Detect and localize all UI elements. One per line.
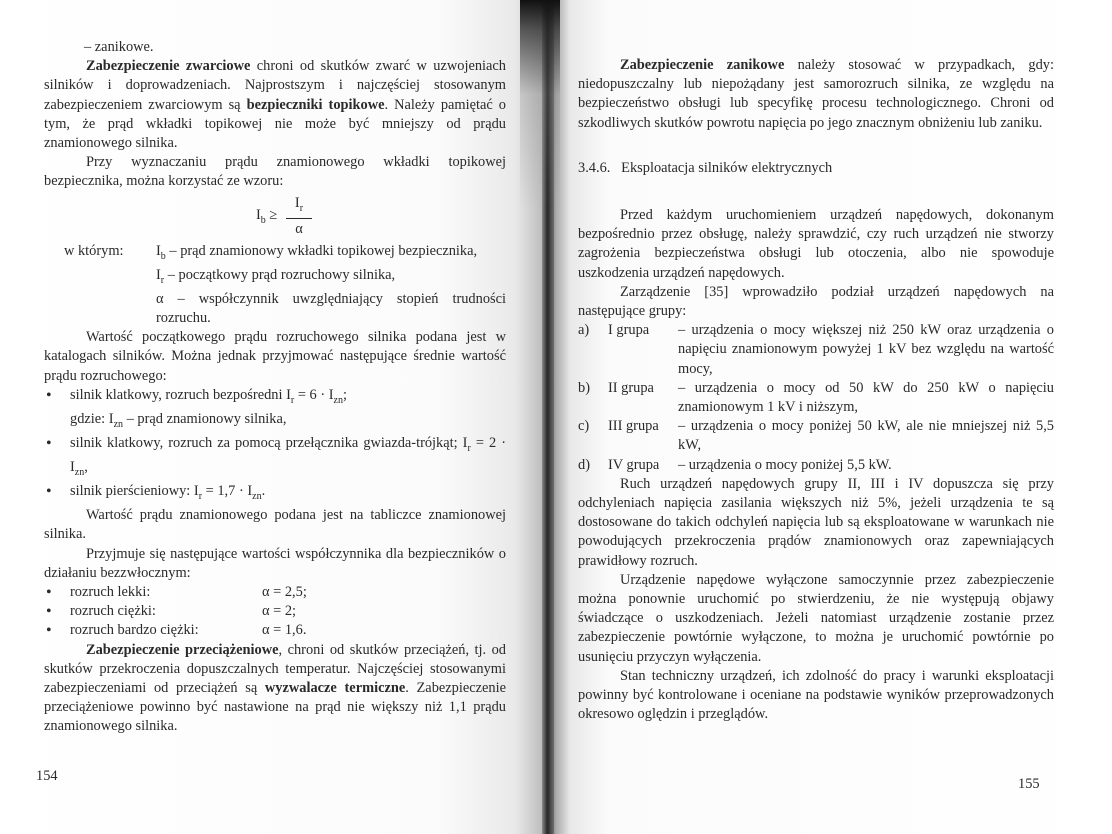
paragraph-groups-intro: Zarządzenie [35] wprowadziło podział urządzeń napędowych na następujące grupy: — [578, 283, 1054, 320]
formula-definitions — [44, 242, 506, 329]
definition-item: α – współczynnik uwzględniający stopień trudności rozruchu. — [156, 290, 506, 326]
left-page — [0, 0, 548, 834]
list-item: • silnik klatkowy, rozruch za pomocą przełącznika gwiazda-trójkąt; $I_r = 2 \cdot I_{zn}$, — [44, 434, 506, 482]
paragraph-undervoltage-protection: Zabezpieczenie zanikowe należy stosować w przypadkach, gdy: niedopuszczalny lub niepożądany jest samorozruch silnika, ze względu na bezpieczeństwo obsługi lub specyfikę procesu technologicznego. Chroni od szkodliwych skutków powrotu napięcia po jego znacznym obniżeniu lub zaniku. — [578, 57, 1054, 131]
list-item: c) III grupa – urządzenia o mocy poniżej 50 kW, ale nie mniejszej niż 5,5 kW, — [578, 418, 1054, 454]
bold-term: Zabezpieczenie przeciążeniowe — [86, 641, 279, 658]
list-item: • rozruch bardzo ciężki: α = 1,6. — [44, 621, 506, 640]
paragraph-overload-protection: Zabezpieczenie przeciążeniowe, chroni od skutków przeciążeń, tj. od skutków przekroczenia dopuszczalnych temperatur. Najczęściej stosowanymi zabezpieczeniami od przeciążeń są wyzwalacze termiczne. Zabezpieczenie przeciążeniowe powinno być nastawione na prąd nie większy niż 1,1 prądu znamionowego silnika. — [44, 641, 507, 735]
paragraph-alpha-values: Przyjmuje się następujące wartości współczynnika dla bezpieczników o działaniu bezzwłocznym: — [44, 545, 506, 581]
definition-item: $I_r$ – początkowy prąd rozruchowy silnika, — [156, 266, 396, 286]
list-item: • rozruch lekki: α = 2,5; — [44, 583, 506, 602]
page-number: 154 — [36, 768, 58, 784]
list-item: d) IV grupa – urządzenia o mocy poniżej 5,5 kW. — [578, 456, 892, 473]
page-number: 155 — [1018, 776, 1040, 792]
gutter-shadow — [520, 0, 560, 210]
list-item: • rozruch ciężki: α = 2; — [44, 602, 506, 621]
right-page-text — [578, 56, 1054, 725]
paragraph-starting-current: Wartość początkowego prądu rozruchowego silnika podana jest w katalogach silników. Można jednak przyjmować następujące średnie wartość prądu rozruchowego: — [44, 329, 506, 384]
paragraph-restart: Urządzenie napędowe wyłączone samoczynnie przez zabezpieczenie można ponownie uruchomić po stwierdzeniu, że nie występują objawy świadczące o uszkodzeniach. Jeżeli natomiast urządzenie zostanie przez zabezpieczenie powtórnie wyłączone, to można je uruchomić powtórnie po usunięciu przyczyn wyłączenia. — [578, 571, 1054, 665]
paragraph-short-circuit-protection: Zabezpieczenie zwarciowe chroni od skutków zwarć w uzwojeniach silników i doprowadzeniach. Najprostszym i najczęściej stosowanym zabezpieczeniem zwarciowym są bezpieczniki topikowe. Należy pamiętać o tym, że prąd wkładki topikowej nie może być mniejszy od prądu znamionowego silnika. — [44, 58, 506, 152]
formula-fraction: $\frac{I_r}{\alpha}$ — [286, 194, 312, 239]
list-item-zanikowe: – zanikowe. — [84, 39, 154, 55]
alpha-list — [44, 583, 506, 641]
paragraph-before-start: Przed każdym uruchomieniem urządzeń napędowych, dokonanym bezpośrednio przez obsługę, należy sprawdzić, czy ruch urządzeń nie stworzy zagrożenia bezpieczeństwa obsługi lub otoczenia, albo nie spowoduje uszkodzenia urządzeń napędowych. — [578, 207, 1054, 281]
list-item: • silnik klatkowy, rozruch bezpośredni $I_r = 6 \cdot I_{zn}$; gdzie: $I_{zn}$ – prąd znamionowy silnika, — [44, 386, 506, 434]
paragraph-nameplate: Wartość prądu znamionowego podana jest na tabliczce znamionowej silnika. — [44, 507, 506, 543]
paragraph-voltage-deviation: Ruch urządzeń napędowych grupy II, III i IV dopuszcza się przy odchyleniach napięcia zasilania większych niż 5%, jeżeli urządzenia te są dostosowane do takich odchyleń napięcia lub są eksploatowane w warunkach nie powodujących przekroczenia prądów znamionowych oraz zapewniających prawidłowy rozruch. — [578, 475, 1054, 569]
paragraph-technical-condition: Stan techniczny urządzeń, ich zdolność do pracy i warunki eksploatacji powinny być kontrolowane i oceniane na podstawie wyników przeprowadzonych okresowo oględzin i przeglądów. — [578, 667, 1054, 723]
bold-term: Zabezpieczenie zanikowe — [620, 57, 785, 73]
paragraph-formula-intro: Przy wyznaczaniu prądu znamionowego wkładki topikowej bezpiecznika, można korzystać ze wzoru: — [44, 154, 506, 190]
list-item: • silnik pierścieniowy: $I_r = 1,7 \cdot I_{zn}$. — [44, 482, 506, 506]
starting-current-list — [44, 386, 506, 506]
fuse-current-formula: $I_b$ ≥ $\frac{I_r}{\alpha}$ — [44, 194, 506, 238]
bold-term: wyzwalacze termiczne — [264, 680, 406, 697]
list-item: a) I grupa – urządzenia o mocy większej niż 250 kW oraz urządzenia o napięciu znamionowym powyżej 1 kV bez względu na wartość mocy, — [578, 322, 1054, 377]
device-groups-list — [578, 321, 1054, 475]
bold-term: Zabezpieczenie zwarciowe — [86, 58, 251, 75]
left-page-text — [44, 38, 506, 737]
section-heading: 3.4.6. Eksploatacja silników elektrycznych — [578, 159, 833, 176]
bold-term: bezpieczniki topikowe — [246, 96, 385, 113]
definition-item: w którym: $I_b$ – prąd znamionowy wkładki topikowej bezpiecznika, — [64, 242, 478, 262]
list-item: b) II grupa – urządzenia o mocy od 50 kW do 250 kW o napięciu znamionowym 1 kV i niższym, — [578, 379, 1054, 416]
right-page — [548, 0, 1112, 834]
